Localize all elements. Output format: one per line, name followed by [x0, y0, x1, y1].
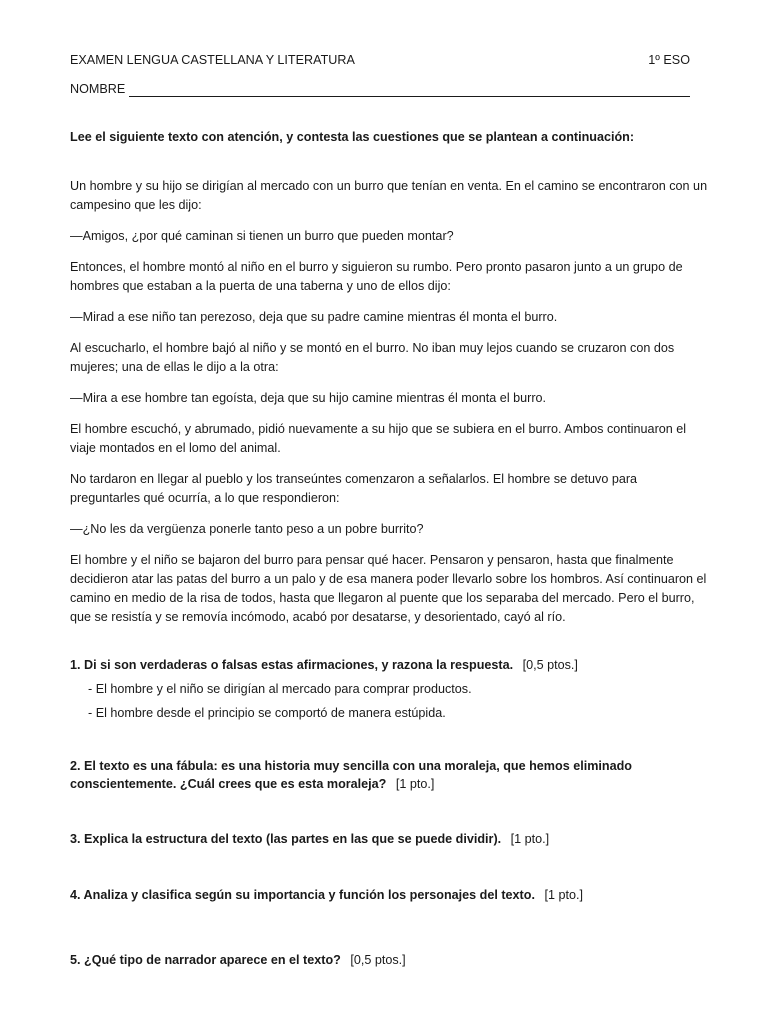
story-paragraph: Entonces, el hombre montó al niño en el burro y siguieron su rumbo. Pero pronto pasaron junto a un grupo de hombres que estaban a la puerta de una taberna y uno de ellos dijo:	[70, 260, 683, 293]
statement-item: - El hombre y el niño se dirigían al mercado para comprar productos.	[88, 682, 472, 696]
story-paragraph: —Mira a ese hombre tan egoísta, deja que su hijo camine mientras él monta el burro.	[70, 391, 547, 405]
question-text: 5. ¿Qué tipo de narrador aparece en el texto?	[70, 953, 341, 967]
story-text	[70, 177, 710, 639]
question-2	[70, 757, 710, 793]
question-points: [0,5 ptos.]	[350, 953, 406, 967]
question-points: [1 pto.]	[395, 777, 435, 791]
question-text: 3. Explica la estructura del texto (las partes en las que se puede dividir).	[70, 832, 502, 846]
question-1	[70, 656, 710, 722]
question-text: 1. Di si son verdaderas o falsas estas afirmaciones, y razona la respuesta.	[70, 658, 514, 672]
question-3	[70, 830, 710, 848]
question-text: 2. El texto es una fábula: es una historia muy sencilla con una moraleja, que hemos eliminado conscientemente. ¿Cuál crees que es esta moraleja?	[70, 759, 632, 791]
story-paragraph: —Mirad a ese niño tan perezoso, deja que su padre camine mientras él monta el burro.	[70, 310, 558, 324]
question-points: [0,5 ptos.]	[522, 658, 578, 672]
question-5	[70, 951, 710, 969]
story-paragraph: El hombre y el niño se bajaron del burro para pensar qué hacer. Pensaron y pensaron, hasta que finalmente decidieron atar las patas del burro a un palo y de esa manera poder llevarlo sobre los hombros. Así continuaron el camino en medio de la risa de todos, hasta que llegaron al puente que los separaba del mercado. Pero el burro, que se resistía y se removía incómodo, acabó por desatarse, y desorientado, cayó al río.	[70, 553, 707, 624]
instruction: Lee el siguiente texto con atención, y contesta las cuestiones que se plantean a continuación:	[70, 130, 635, 144]
question-points: [1 pto.]	[510, 832, 550, 846]
question-points: [1 pto.]	[544, 888, 583, 902]
exam-header	[70, 52, 690, 68]
story-paragraph: Un hombre y su hijo se dirigían al mercado con un burro que tenían en venta. En el camino se encontraron con un campesino que les dijo:	[70, 179, 708, 212]
story-paragraph: —Amigos, ¿por qué caminan si tienen un burro que pueden montar?	[70, 229, 454, 243]
story-paragraph: El hombre escuchó, y abrumado, pidió nuevamente a su hijo que se subiera en el burro. Ambos continuaron el viaje montados en el lomo del animal.	[70, 422, 687, 455]
story-paragraph: Al escucharlo, el hombre bajó al niño y se montó en el burro. No iban muy lejos cuando se cruzaron con dos mujeres; una de ellas le dijo a la otra:	[70, 341, 675, 374]
exam-level: 1º ESO	[648, 53, 690, 67]
statement-item: - El hombre desde el principio se comportó de manera estúpida.	[88, 706, 446, 720]
name-label: NOMBRE	[70, 82, 126, 96]
name-blank-line	[129, 84, 690, 97]
exam-title: EXAMEN LENGUA CASTELLANA Y LITERATURA	[70, 53, 355, 67]
story-paragraph: No tardaron en llegar al pueblo y los transeúntes comenzaron a señalarlos. El hombre se detuvo para preguntarles qué ocurría, a lo que respondieron:	[70, 472, 638, 505]
name-row	[70, 81, 690, 97]
story-paragraph: —¿No les da vergüenza ponerle tanto peso a un pobre burrito?	[70, 522, 424, 536]
question-4	[70, 886, 710, 904]
question-text: 4. Analiza y clasifica según su importancia y función los personajes del texto.	[70, 888, 535, 902]
